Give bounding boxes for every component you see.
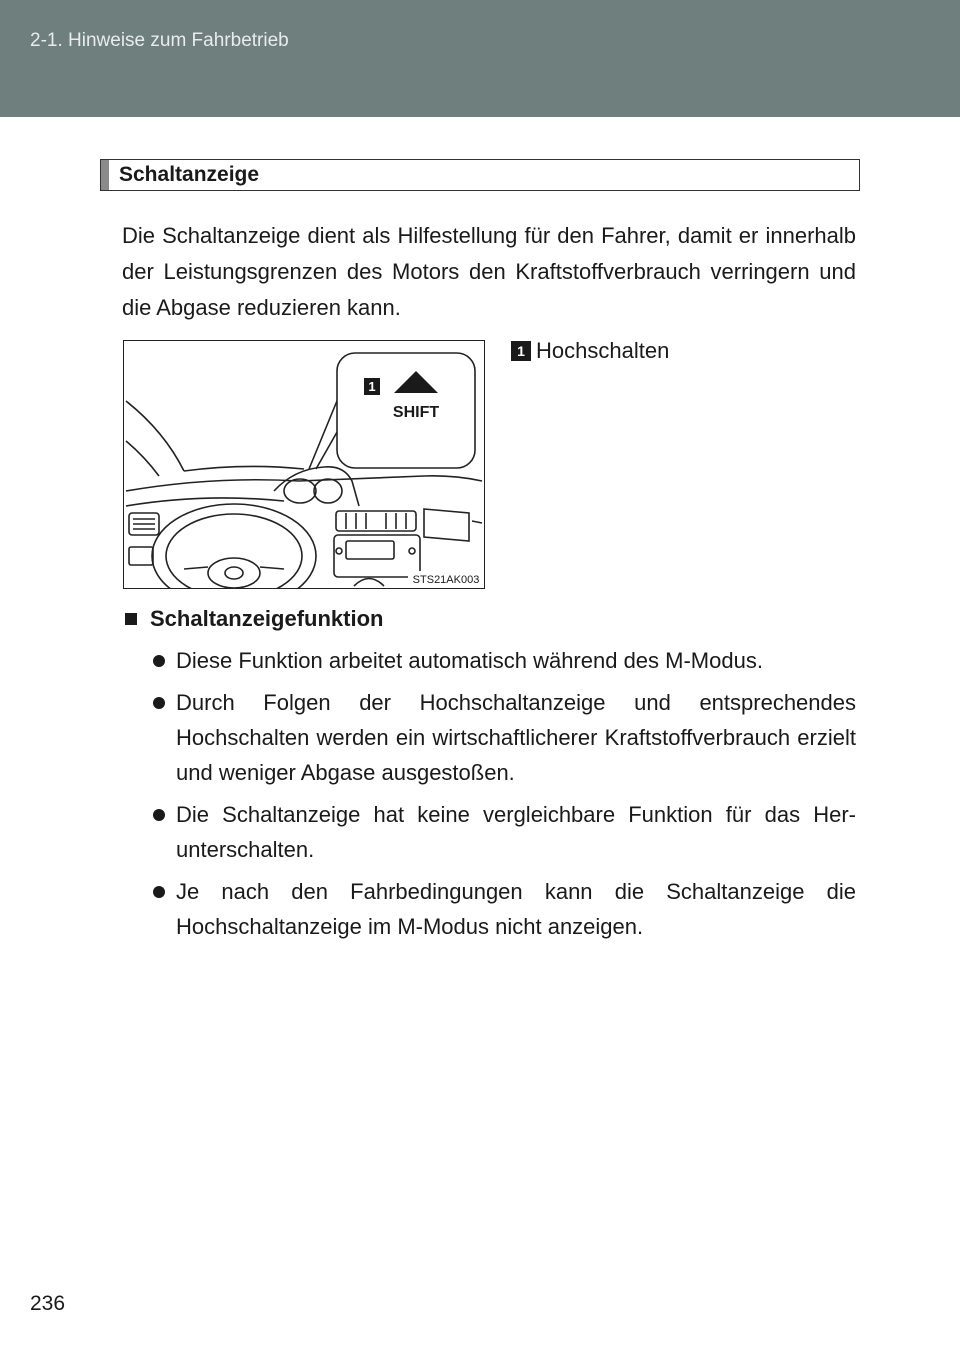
section-heading-bar xyxy=(101,160,109,190)
list-item-text: Je nach den Fahrbedingungen kann die Schaltanzeige die Hochschaltanzeige im M-Modus nicht anzeigen. xyxy=(176,879,856,939)
bullet-list xyxy=(151,643,856,951)
list-item xyxy=(151,643,856,678)
shift-indicator-label: SHIFT xyxy=(392,404,440,421)
list-item xyxy=(151,685,856,790)
section-label: 2-1. Hinweise zum Fahrbetrieb xyxy=(30,30,289,51)
legend-item xyxy=(511,338,669,364)
section-heading-box xyxy=(100,159,860,191)
list-item-text: Die Schaltanzeige hat keine vergleichbare Funktion für das Her-unterschalten. xyxy=(176,802,856,862)
subsection-heading xyxy=(125,606,383,632)
subsection-title: Schaltanzeigefunktion xyxy=(150,606,384,631)
round-bullet-icon xyxy=(153,886,165,898)
dashboard-drawing xyxy=(124,341,484,588)
round-bullet-icon xyxy=(153,655,165,667)
legend-number-badge: 1 xyxy=(511,341,531,361)
list-item xyxy=(151,797,856,867)
callout-number: 1 xyxy=(368,379,376,394)
page-number: 236 xyxy=(30,1292,66,1315)
image-code: STS21AK003 xyxy=(412,574,480,586)
intro-paragraph: Die Schaltanzeige dient als Hilfestellung für den Fahrer, damit er innerhalb der Leistungsgrenzen des Motors den Kraftstoffverbrauch verringern und die Abgase reduzieren kann. xyxy=(122,223,856,320)
list-item xyxy=(151,874,856,944)
list-item-text: Durch Folgen der Hochschaltanzeige und entsprechendes Hochschalten werden ein wirtschaftlicherer Kraftstoffverbrauch erzielt und weniger Abgase ausgestoßen. xyxy=(176,690,856,785)
header-band xyxy=(0,0,960,117)
dashboard-illustration xyxy=(123,340,485,589)
section-title: Schaltanzeige xyxy=(119,163,260,186)
square-bullet-icon xyxy=(125,613,137,625)
round-bullet-icon xyxy=(153,809,165,821)
list-item-text: Diese Funktion arbeitet automatisch während des M-Modus. xyxy=(176,648,763,673)
legend-label: Hochschalten xyxy=(536,338,670,363)
round-bullet-icon xyxy=(153,697,165,709)
